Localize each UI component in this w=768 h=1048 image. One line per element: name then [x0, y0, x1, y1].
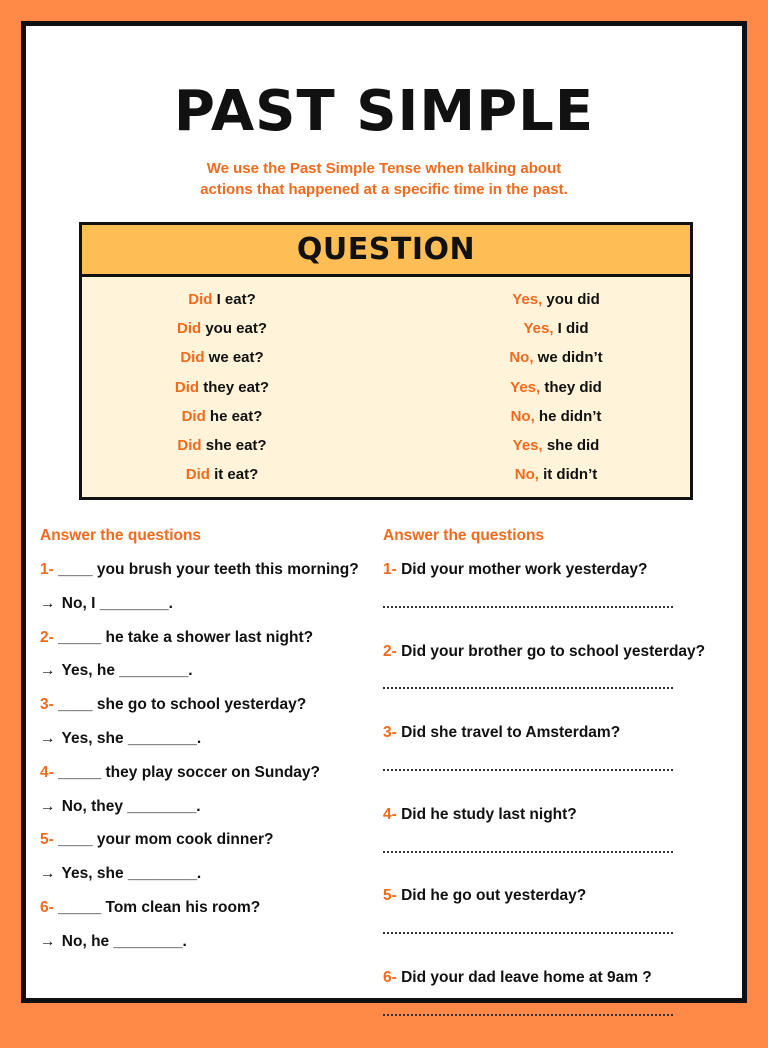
question-number: 4-	[383, 805, 397, 823]
question-text: Did your brother go to school yesterday?	[396, 642, 706, 660]
question-text: _____ Tom clean his room?	[53, 898, 261, 916]
answer-word: No,	[510, 407, 535, 425]
answer-row	[416, 373, 696, 402]
exercise-question	[383, 966, 728, 1000]
question-text: Did he go out yesterday?	[396, 887, 587, 905]
exercise-answer[interactable]	[40, 930, 380, 964]
answer-row	[416, 285, 696, 314]
question-number: 1-	[40, 561, 54, 578]
arrow-right-icon: →	[40, 932, 56, 950]
answer-rest: they did	[540, 378, 602, 396]
question-rest: it eat?	[209, 466, 259, 484]
answer-word: Yes,	[512, 291, 543, 308]
exercise-answer[interactable]	[40, 659, 380, 693]
exercise-question	[383, 803, 728, 837]
question-number: 6-	[40, 898, 54, 916]
question-aux: Did	[181, 407, 206, 425]
question-rest: I eat?	[212, 291, 256, 308]
answer-text: No, I ________.	[57, 594, 173, 612]
answer-rest: it didn’t	[538, 466, 598, 484]
answer-rest: we didn’t	[533, 349, 603, 367]
answer-text: Yes, she ________.	[57, 865, 202, 883]
exercise-question	[383, 640, 728, 674]
question-number: 1-	[383, 561, 397, 578]
answer-word: No,	[509, 349, 534, 367]
arrow-right-icon: →	[40, 662, 56, 680]
question-number: 2-	[383, 642, 397, 660]
question-text: Did she travel to Amsterdam?	[396, 724, 621, 742]
question-number: 4-	[40, 763, 54, 781]
dotted-answer-line[interactable]	[383, 932, 673, 934]
answer-rest: she did	[542, 436, 600, 454]
question-text: _____ he take a shower last night?	[53, 628, 314, 646]
question-number: 2-	[40, 628, 54, 646]
exercise-right	[383, 524, 728, 1048]
exercise-question	[383, 884, 728, 918]
question-box	[79, 222, 693, 500]
question-text: ____ you brush your teeth this morning?	[53, 561, 359, 578]
question-number: 5-	[383, 887, 397, 905]
question-aux: Did	[176, 320, 202, 338]
arrow-right-icon: →	[40, 729, 56, 747]
dotted-answer-line[interactable]	[383, 606, 673, 608]
question-aux: Did	[180, 349, 205, 367]
question-number: 3-	[383, 724, 397, 742]
exercise-answer[interactable]	[40, 592, 380, 626]
worksheet-page	[21, 21, 747, 1003]
answer-rest: he didn’t	[534, 407, 602, 425]
question-list	[82, 285, 362, 489]
exercise-question	[40, 828, 380, 862]
arrow-right-icon: →	[40, 797, 56, 815]
question-rest: he eat?	[205, 407, 263, 425]
dotted-answer-line[interactable]	[383, 687, 673, 689]
page-title: PAST SIMPLE	[173, 79, 595, 144]
intro-text	[26, 158, 742, 200]
question-row	[82, 460, 362, 489]
question-aux: Did	[185, 466, 210, 484]
question-number: 3-	[40, 696, 54, 714]
answer-text: No, they ________.	[57, 797, 201, 815]
exercise-answer[interactable]	[40, 862, 380, 896]
exercise-question	[40, 558, 380, 592]
question-aux: Did	[174, 378, 200, 396]
answer-text: Yes, he ________.	[57, 662, 193, 680]
question-aux: Did	[188, 291, 213, 308]
question-row	[82, 431, 362, 460]
question-rest: she eat?	[201, 436, 267, 454]
answer-word: Yes,	[510, 378, 541, 396]
answer-row	[416, 431, 696, 460]
answer-word: No,	[514, 466, 539, 484]
exercise-left-heading: Answer the questions	[40, 527, 202, 544]
dotted-answer-line[interactable]	[383, 1014, 673, 1016]
question-number: 6-	[383, 968, 397, 986]
exercise-left	[40, 524, 380, 964]
answer-line[interactable]	[383, 851, 728, 885]
answer-list	[416, 285, 696, 489]
answer-line[interactable]	[383, 687, 728, 721]
answer-rest: you did	[542, 291, 600, 308]
question-text: Did he study last night?	[396, 805, 577, 823]
question-text: Did your dad leave home at 9am ?	[396, 968, 652, 986]
answer-line[interactable]	[383, 606, 728, 640]
answer-rest: I did	[553, 320, 589, 338]
answer-word: Yes,	[512, 436, 543, 454]
dotted-answer-line[interactable]	[383, 769, 673, 771]
answer-line[interactable]	[383, 1014, 728, 1048]
question-rest: you eat?	[201, 320, 268, 338]
question-text: _____ they play soccer on Sunday?	[53, 763, 320, 781]
question-text: ____ she go to school yesterday?	[53, 696, 307, 714]
answer-row	[416, 402, 696, 431]
question-number: 5-	[40, 831, 54, 849]
intro-line-2: actions that happened at a specific time in the past.	[200, 181, 568, 198]
question-text: ____ your mom cook dinner?	[53, 831, 274, 849]
exercise-question	[383, 721, 728, 755]
question-row	[82, 343, 362, 372]
exercise-question	[40, 761, 380, 795]
exercise-right-heading: Answer the questions	[383, 527, 545, 544]
question-rest: they eat?	[199, 378, 270, 396]
answer-line[interactable]	[383, 769, 728, 803]
question-text: Did your mother work yesterday?	[396, 561, 648, 578]
exercise-answer[interactable]	[40, 727, 380, 761]
exercise-question	[40, 896, 380, 930]
answer-row	[416, 314, 696, 343]
answer-row	[416, 460, 696, 489]
question-row	[82, 314, 362, 343]
answer-word: Yes,	[523, 320, 554, 338]
exercise-question	[40, 693, 380, 727]
exercise-answer[interactable]	[40, 795, 380, 829]
question-box-header: QUESTION	[82, 225, 690, 277]
question-row	[82, 373, 362, 402]
intro-line-1: We use the Past Simple Tense when talking about	[206, 160, 562, 177]
answer-text: No, he ________.	[57, 932, 187, 950]
question-row	[82, 285, 362, 314]
answer-text: Yes, she ________.	[57, 729, 202, 747]
question-rest: we eat?	[204, 349, 264, 367]
arrow-right-icon: →	[40, 594, 56, 612]
question-row	[82, 402, 362, 431]
question-aux: Did	[177, 436, 202, 454]
arrow-right-icon: →	[40, 865, 56, 883]
exercise-question	[383, 558, 728, 592]
answer-row	[416, 343, 696, 372]
exercise-question	[40, 626, 380, 660]
answer-line[interactable]	[383, 932, 728, 966]
dotted-answer-line[interactable]	[383, 851, 673, 853]
